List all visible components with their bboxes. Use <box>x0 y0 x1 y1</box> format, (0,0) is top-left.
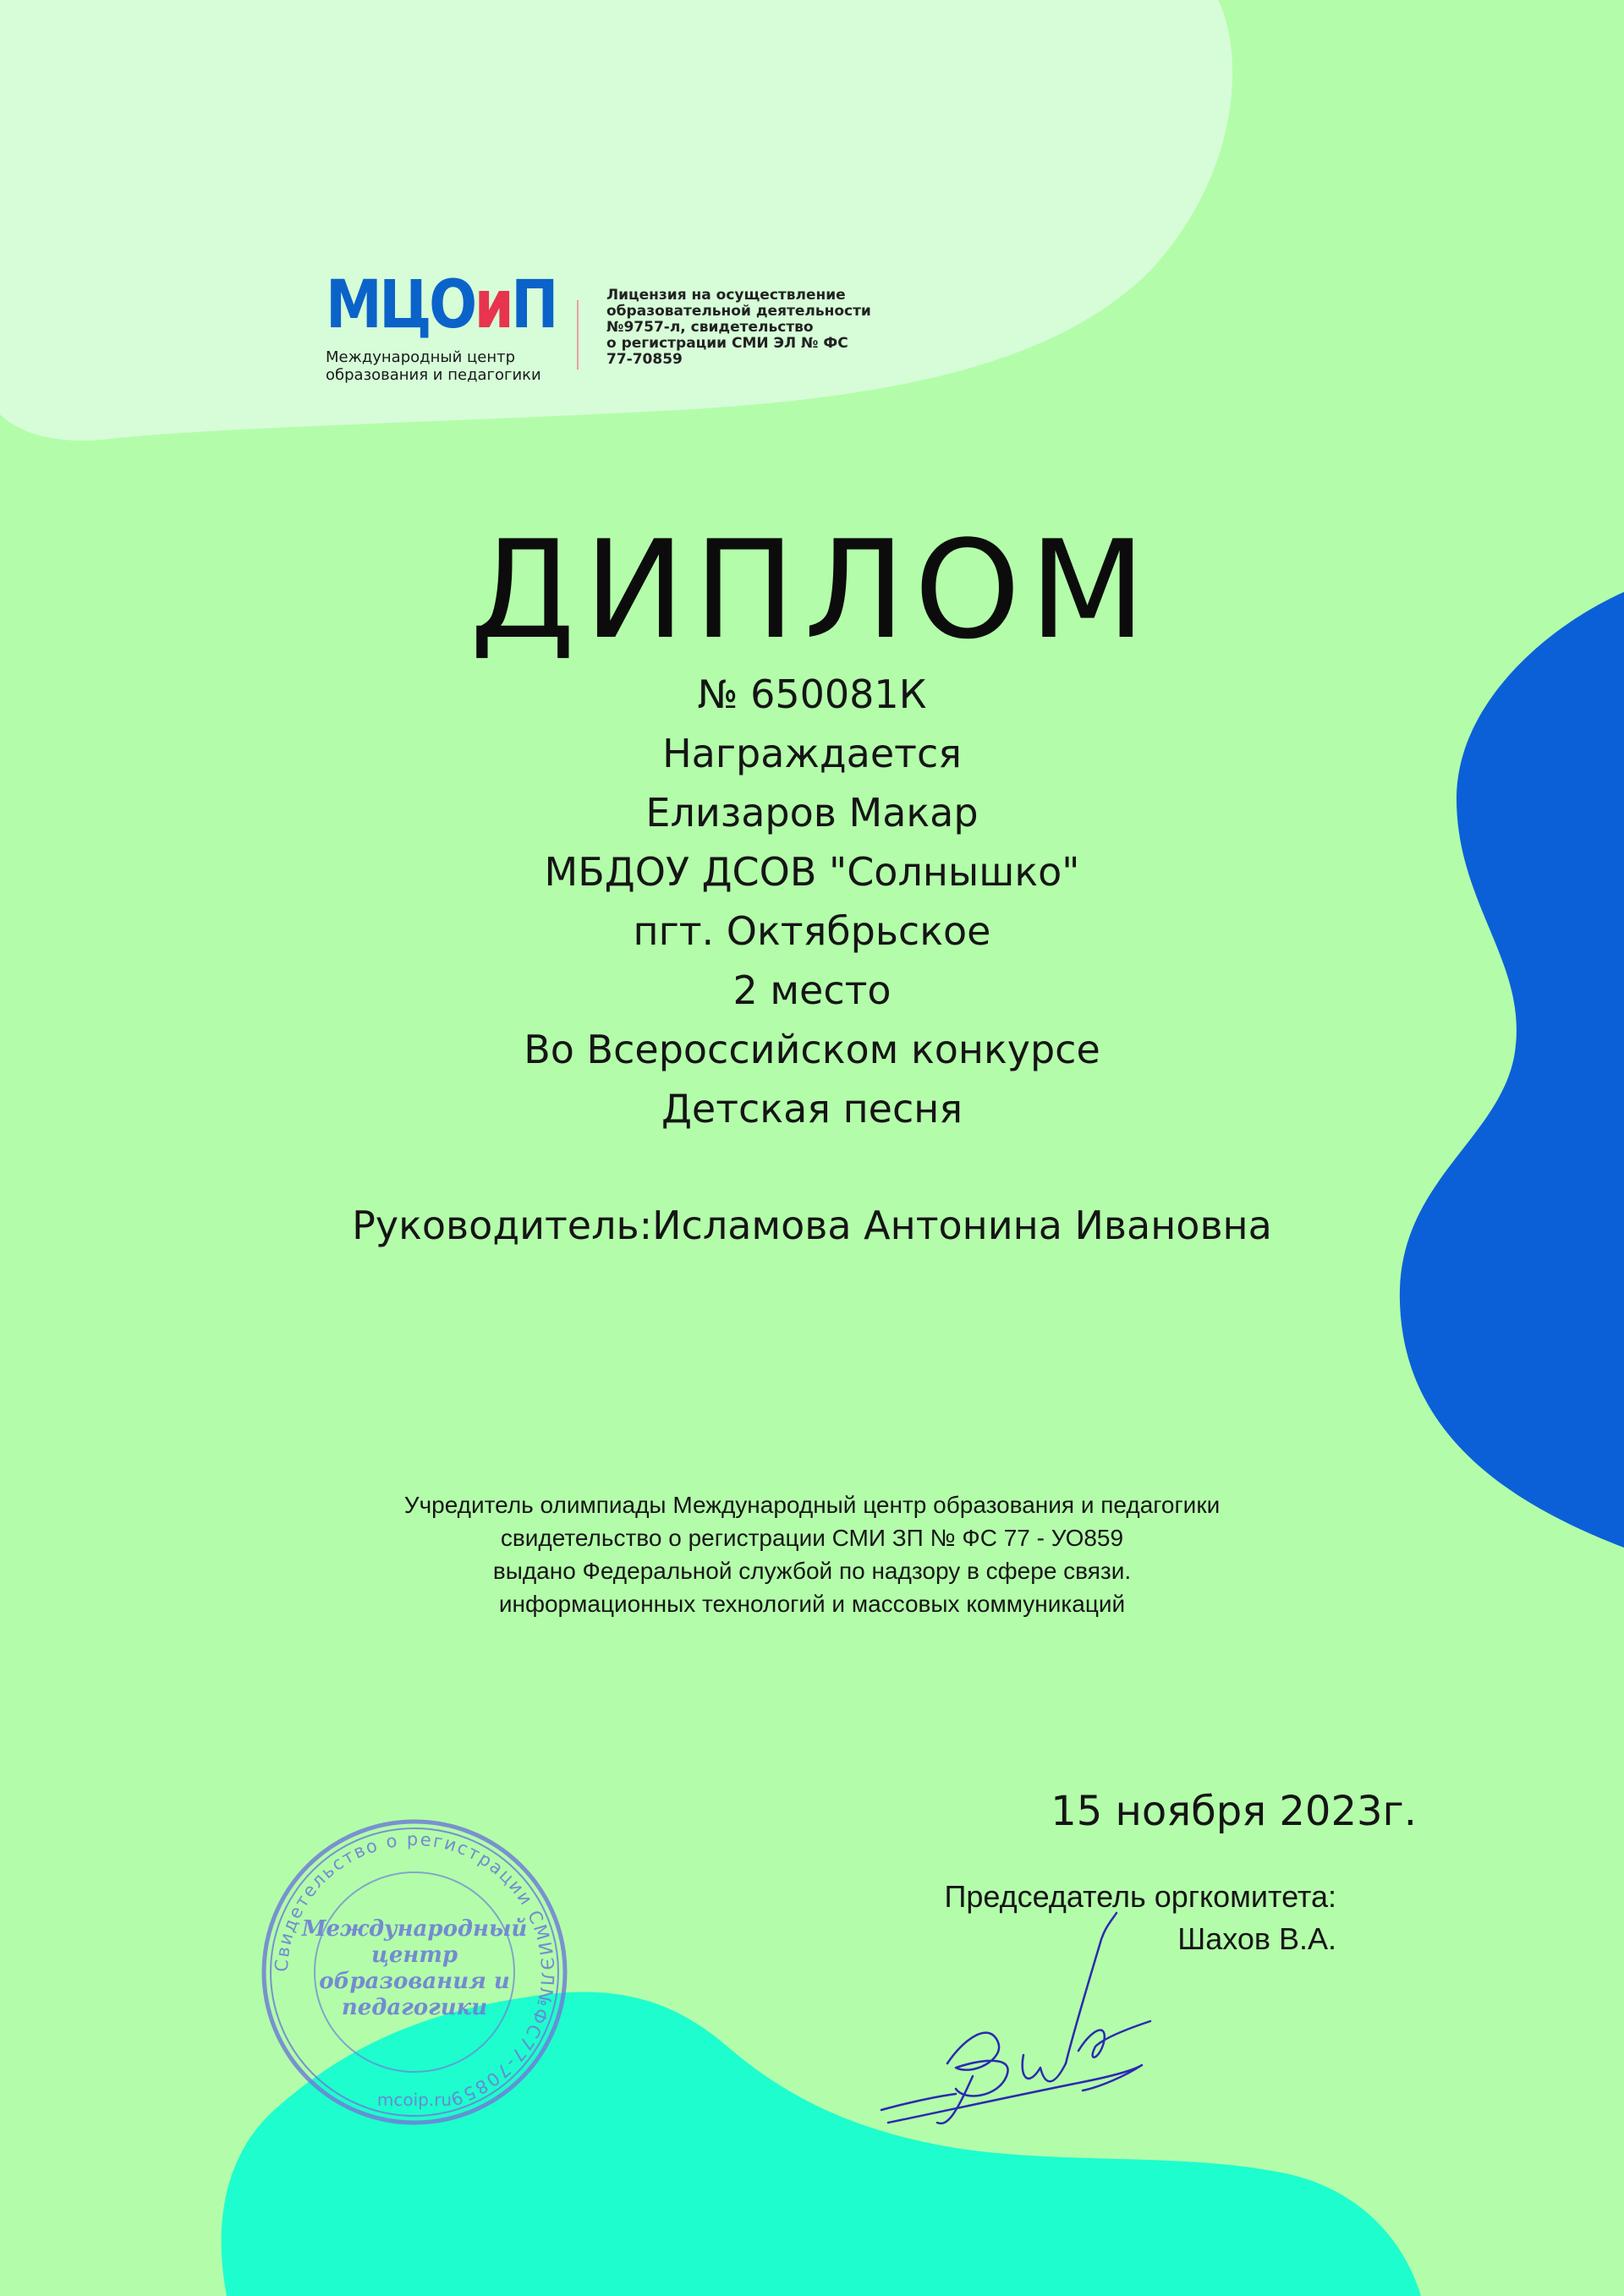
handwritten-signature-icon <box>871 1894 1176 2140</box>
contest-intro: Во Всероссийском конкурсе <box>524 1027 1100 1072</box>
license-text: Лицензия на осуществление образовательной деятельности №9757-л, свидетельство о регистрации СМИ ЭЛ № ФС 77-70859 <box>606 287 871 368</box>
founder-line2: свидетельство о регистрации СМИ ЗП № ФС 77 - УО859 <box>500 1525 1124 1551</box>
organization: МБДОУ ДСОВ "Солнышко" <box>544 849 1080 895</box>
logo-subtitle-line2: образования и педагогики <box>326 366 541 384</box>
chair-name: Шахов В.А. <box>1177 1921 1336 1956</box>
leader-line: Руководитель:Исламова Антонина Ивановна <box>352 1203 1272 1248</box>
logo-subtitle <box>326 348 579 384</box>
logo <box>326 267 579 384</box>
logo-wordmark <box>326 267 556 343</box>
diploma-details <box>0 665 1624 1138</box>
top-blob <box>0 0 1232 441</box>
locality: пгт. Октябрьское <box>633 908 991 954</box>
seal-center-line2: центр <box>370 1943 458 1968</box>
recipient-name: Елизаров Макар <box>645 790 979 836</box>
logo-letters-main: МЦО <box>326 267 475 343</box>
diploma-title: ДИПЛОМ <box>469 511 1155 669</box>
issue-date: 15 ноября 2023г. <box>1051 1788 1417 1835</box>
chair-title: Председатель оргкомитета: <box>944 1879 1336 1914</box>
seal-center-line4: педагогики <box>341 1995 488 2020</box>
round-stamp-icon <box>254 1811 575 2133</box>
founder-line1: Учредитель олимпиады Международный центр образования и педагогики <box>403 1492 1221 1518</box>
awarded-label: Награждается <box>662 731 962 776</box>
diploma-number: № 650081К <box>697 671 927 717</box>
place: 2 место <box>732 967 892 1013</box>
contest-name: Детская песня <box>661 1086 963 1132</box>
logo-letter-accent: и <box>474 267 512 343</box>
seal-bottom-text: mcoip.ru <box>376 2090 453 2110</box>
logo-subtitle-line1: Международный центр <box>326 348 516 366</box>
logo-letter-end: П <box>511 267 556 343</box>
founder-line3: выдано Федеральной службой по надзору в сфере связи. <box>492 1558 1132 1584</box>
founder-line4: информационных технологий и массовых коммуникаций <box>498 1591 1126 1617</box>
seal-center-line3: образования и <box>319 1969 510 1994</box>
logo-divider <box>577 300 579 370</box>
founder-info <box>0 1488 1624 1620</box>
seal-ring-text: Свидетельство о регистрации СМИЭЛ№ФС77-70859 <box>271 1828 558 2110</box>
seal-center-line1: Международный <box>301 1916 528 1942</box>
